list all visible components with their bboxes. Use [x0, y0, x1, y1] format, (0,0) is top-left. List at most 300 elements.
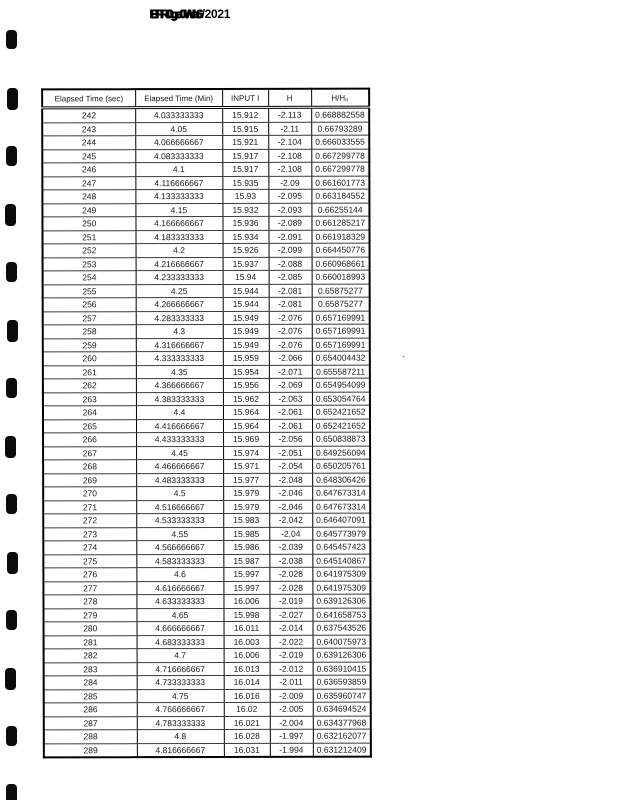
binding-hole	[5, 436, 16, 458]
table-cell: 269	[43, 473, 136, 487]
table-cell: -2.011	[270, 675, 313, 689]
table-cell: 281	[44, 635, 137, 649]
table-cell: 283	[44, 662, 137, 676]
table-cell: 0.65875277	[312, 297, 370, 311]
table-cell: 15.921	[222, 135, 268, 149]
table-cell: -2.104	[268, 135, 311, 149]
table-row	[43, 527, 370, 541]
table-cell: 15.926	[223, 243, 269, 257]
table-cell: 0.631212409	[313, 743, 371, 757]
table-cell: -2.04	[269, 527, 312, 541]
table-cell: 15.998	[223, 608, 269, 622]
table-cell: -2.042	[269, 513, 312, 527]
table-cell: 4.716666667	[137, 662, 224, 676]
table-cell: 15.915	[222, 122, 268, 136]
table-cell: 15.912	[222, 107, 268, 122]
table-cell: 266	[43, 433, 136, 447]
table-cell: -2.071	[269, 365, 312, 379]
table-row	[44, 689, 371, 703]
table-cell: 243	[42, 122, 135, 136]
table-row	[43, 608, 370, 622]
table-cell: 15.971	[223, 459, 269, 473]
table-cell: 0.639126306	[312, 594, 370, 608]
table-cell: 0.646407091	[312, 513, 370, 527]
table-cell: 0.660968661	[312, 257, 370, 271]
table-cell: -2.061	[269, 419, 312, 433]
table-row	[43, 270, 370, 284]
table-cell: 270	[43, 487, 136, 501]
table-cell: 0.663184552	[311, 189, 369, 203]
table-row	[43, 500, 370, 514]
binding-hole	[6, 378, 17, 398]
table-cell: -2.054	[269, 459, 312, 473]
table-cell: 288	[44, 730, 137, 744]
table-cell: 247	[42, 176, 135, 190]
table-cell: 16.006	[224, 648, 270, 662]
table-cell: 4.433333333	[136, 432, 223, 446]
table-cell: 280	[44, 622, 137, 636]
table-cell: 0.668882558	[311, 107, 369, 122]
table-cell: -2.088	[269, 257, 312, 271]
table-cell: 287	[44, 716, 137, 730]
table-cell: 0.650205761	[312, 459, 370, 473]
table-cell: -2.048	[269, 473, 312, 487]
table-cell: 0.637543526	[313, 621, 371, 635]
table-row	[44, 675, 371, 689]
table-cell: 259	[43, 338, 136, 352]
table-cell: 4.4	[136, 405, 223, 419]
table-cell: 4.316666667	[136, 338, 223, 352]
table-cell: 0.641975309	[312, 567, 370, 581]
table-cell: 4.116666667	[135, 176, 222, 190]
binding-hole	[6, 262, 17, 282]
table-row	[43, 554, 370, 568]
table-cell: 0.650838873	[312, 432, 370, 446]
table-cell: -2.046	[269, 486, 312, 500]
table-cell: 256	[43, 298, 136, 312]
table-row	[43, 486, 370, 500]
table-cell: 4.633333333	[136, 594, 223, 608]
table-cell: 4.5	[136, 486, 223, 500]
table-cell: 15.935	[222, 176, 268, 190]
table-cell: 4.133333333	[135, 189, 222, 203]
table-cell: -2.076	[269, 338, 312, 352]
table-row	[44, 716, 371, 730]
table-cell: 245	[42, 149, 135, 163]
table-cell: -2.081	[269, 297, 312, 311]
table-cell: 15.944	[223, 297, 269, 311]
table-cell: -2.027	[269, 608, 312, 622]
table-cell: 4.166666667	[135, 216, 222, 230]
table-cell: 15.954	[223, 365, 269, 379]
binding-hole	[6, 146, 17, 166]
table-cell: -2.11	[268, 122, 311, 136]
table-cell: 4.583333333	[136, 554, 223, 568]
table-cell: 0.634694524	[313, 702, 371, 716]
table-cell: 246	[42, 163, 135, 177]
table-cell: 284	[44, 676, 137, 690]
table-cell: 0.66793289	[311, 122, 369, 136]
table-cell: 15.949	[223, 311, 269, 325]
table-cell: -1.997	[270, 729, 313, 743]
table-cell: 254	[43, 271, 136, 285]
table-cell: 0.667299778	[311, 162, 369, 176]
table-cell: 4.55	[136, 527, 223, 541]
table-cell: 0.639126306	[313, 648, 371, 662]
table-cell: -2.09	[268, 176, 311, 190]
table-cell: -2.019	[269, 594, 312, 608]
stray-mark: .	[402, 349, 405, 359]
table-cell: 0.664450776	[312, 243, 370, 257]
table-cell: 258	[43, 325, 136, 339]
table-cell: -2.091	[268, 230, 311, 244]
binding-hole	[6, 784, 17, 800]
col-header-h-ratio: H/H₀	[311, 89, 369, 108]
table-body	[42, 107, 371, 757]
table-row	[42, 135, 369, 149]
table-cell: 0.657169991	[312, 324, 370, 338]
table-cell: 4.416666667	[136, 419, 223, 433]
table-cell: 16.003	[224, 635, 270, 649]
table-cell: -2.038	[269, 554, 312, 568]
table-cell: 0.657169991	[312, 338, 370, 352]
table-cell: 0.661601773	[311, 176, 369, 190]
table-row	[43, 567, 370, 581]
table-cell: -2.063	[269, 392, 312, 406]
table-cell: -2.014	[270, 621, 313, 635]
table-cell: -2.028	[269, 581, 312, 595]
table-cell: 4.333333333	[136, 351, 223, 365]
table-cell: 275	[43, 554, 136, 568]
col-header-input: INPUT I	[222, 89, 268, 108]
table-cell: -2.051	[269, 446, 312, 460]
table-cell: 4.766666667	[137, 702, 224, 716]
table-cell: 4.6	[136, 567, 223, 581]
table-cell: 15.979	[223, 500, 269, 514]
binding-hole	[5, 668, 16, 690]
table-row	[42, 203, 369, 217]
table-cell: 4.066666667	[135, 135, 222, 149]
table-cell: 15.986	[223, 540, 269, 554]
table-cell: 4.783333333	[137, 716, 224, 730]
table-cell: 0.654004432	[312, 351, 370, 365]
table-row	[43, 297, 370, 311]
table-cell: 4.516666667	[136, 500, 223, 514]
table-cell: 0.641975309	[312, 581, 370, 595]
table-cell: 15.997	[223, 581, 269, 595]
header-stamp-year: /2021	[201, 7, 231, 21]
table-cell: 4.383333333	[136, 392, 223, 406]
table-cell: 15.983	[223, 513, 269, 527]
table-cell: 4.816666667	[137, 743, 224, 757]
table-cell: -2.093	[268, 203, 311, 217]
table-cell: 0.647673314	[312, 486, 370, 500]
binding-hole	[7, 320, 18, 342]
table-cell: 4.1	[135, 162, 222, 176]
table-row	[43, 243, 370, 257]
table-cell: 274	[43, 541, 136, 555]
table-cell: -2.089	[268, 216, 311, 230]
table-cell: 255	[43, 284, 136, 298]
table-cell: 267	[43, 446, 136, 460]
table-cell: -2.069	[269, 378, 312, 392]
table-cell: 279	[43, 608, 136, 622]
table-cell: 4.2	[136, 243, 223, 257]
table-cell: 4.733333333	[137, 675, 224, 689]
table-cell: 16.02	[224, 702, 270, 716]
table-cell: -2.028	[269, 567, 312, 581]
table-cell: 16.006	[223, 594, 269, 608]
table-row	[43, 446, 370, 460]
table-cell: 289	[44, 743, 137, 757]
table-cell: 4.65	[136, 608, 223, 622]
table-cell: 4.366666667	[136, 378, 223, 392]
table-cell: 0.635960747	[313, 689, 371, 703]
header-stamp	[150, 7, 230, 21]
table-cell: 278	[43, 595, 136, 609]
table-cell: -2.061	[269, 405, 312, 419]
table-cell: 272	[43, 514, 136, 528]
table-cell: 4.75	[137, 689, 224, 703]
table-cell: 4.466666667	[136, 459, 223, 473]
table-cell: 0.65875277	[312, 284, 370, 298]
table-cell: 15.997	[223, 567, 269, 581]
table-row	[43, 594, 370, 608]
table-cell: 4.483333333	[136, 473, 223, 487]
table-cell: 15.944	[223, 284, 269, 298]
table-cell: 253	[43, 257, 136, 271]
table-row	[43, 513, 370, 527]
col-header-elapsed-min: Elapsed Time (Min)	[135, 89, 222, 108]
table-row	[43, 311, 370, 325]
table-cell: 257	[43, 311, 136, 325]
binding-hole	[6, 494, 17, 514]
table-cell: 250	[42, 217, 135, 231]
table-cell: 15.949	[223, 324, 269, 338]
table-cell: 0.661918329	[311, 230, 369, 244]
table-cell: 0.641658753	[312, 608, 370, 622]
table-cell: 16.013	[224, 662, 270, 676]
table-cell: 0.660018993	[312, 270, 370, 284]
table-cell: -2.039	[269, 540, 312, 554]
table-cell: 260	[43, 352, 136, 366]
table-cell: 15.977	[223, 473, 269, 487]
table-row	[44, 662, 371, 676]
table-row	[44, 621, 371, 635]
binding-hole	[6, 726, 17, 746]
table-row	[42, 162, 369, 176]
table-cell: 16.011	[224, 621, 270, 635]
binding-hole	[7, 552, 18, 574]
table-cell: 4.533333333	[136, 513, 223, 527]
table-cell: -2.019	[270, 648, 313, 662]
table-cell: 276	[43, 568, 136, 582]
table-cell: 15.987	[223, 554, 269, 568]
table-cell: 15.917	[222, 149, 268, 163]
table-cell: 0.632162077	[313, 729, 371, 743]
table-cell: 0.647673314	[312, 500, 370, 514]
table-cell: -2.108	[268, 149, 311, 163]
table-cell: 4.666666667	[137, 621, 224, 635]
table-row	[43, 257, 370, 271]
table-cell: 0.652421652	[312, 419, 370, 433]
table-row	[43, 284, 370, 298]
table-cell: 0.645457423	[312, 540, 370, 554]
table-cell: 0.634377968	[313, 716, 371, 730]
table-cell: 249	[42, 203, 135, 217]
table-cell: 4.7	[137, 648, 224, 662]
table-cell: 4.45	[136, 446, 223, 460]
table-cell: 273	[43, 527, 136, 541]
table-cell: 15.937	[223, 257, 269, 271]
table-cell: 15.979	[223, 486, 269, 500]
table-row	[44, 635, 371, 649]
table-cell: 15.964	[223, 405, 269, 419]
table-row	[44, 648, 371, 662]
table-cell: 271	[43, 500, 136, 514]
table-cell: 0.666033555	[311, 135, 369, 149]
table-row	[43, 392, 370, 406]
table-cell: 4.3	[136, 324, 223, 338]
table-cell: -2.056	[269, 432, 312, 446]
table-cell: 15.959	[223, 351, 269, 365]
table-row	[43, 365, 370, 379]
table-cell: -2.066	[269, 351, 312, 365]
table-cell: 15.949	[223, 338, 269, 352]
binding-hole	[5, 204, 16, 226]
table-cell: 15.974	[223, 446, 269, 460]
table-row	[42, 216, 369, 230]
table-cell: 0.645773979	[312, 527, 370, 541]
table-cell: -2.085	[269, 270, 312, 284]
table-row	[42, 189, 369, 203]
table-cell: 262	[43, 379, 136, 393]
table-cell: 15.936	[222, 216, 268, 230]
table-row	[43, 540, 370, 554]
table-cell: 15.917	[222, 162, 268, 176]
table-cell: -2.022	[270, 635, 313, 649]
binding-hole	[6, 30, 17, 49]
table-cell: 248	[42, 190, 135, 204]
table-cell: 0.636910415	[313, 662, 371, 676]
elapsed-time-data-table	[41, 88, 372, 759]
table-row	[42, 149, 369, 163]
table-cell: 0.649256094	[312, 446, 370, 460]
table-row	[42, 230, 369, 244]
table-cell: 16.016	[224, 689, 270, 703]
table-header-row	[42, 89, 369, 108]
table-cell: 286	[44, 703, 137, 717]
table-cell: 15.93	[222, 189, 268, 203]
table-row	[42, 176, 369, 190]
table-cell: 4.8	[137, 729, 224, 743]
table-cell: 0.653054764	[312, 392, 370, 406]
table-cell: 16.028	[224, 729, 270, 743]
table-cell: 16.021	[224, 716, 270, 730]
table-cell: 242	[42, 108, 135, 123]
table-cell: -2.081	[269, 284, 312, 298]
table-cell: -2.009	[270, 689, 313, 703]
table-row	[43, 378, 370, 392]
table-cell: 15.932	[222, 203, 268, 217]
table-cell: -1.994	[270, 743, 313, 757]
table-cell: 4.183333333	[135, 230, 222, 244]
table-cell: 4.233333333	[136, 270, 223, 284]
table-cell: 0.636593859	[313, 675, 371, 689]
table-cell: -2.012	[270, 662, 313, 676]
table-cell: 244	[42, 136, 135, 150]
table-cell: 16.014	[224, 675, 270, 689]
table-cell: -2.113	[268, 107, 311, 122]
table-cell: 4.05	[135, 122, 222, 136]
binding-hole	[7, 88, 18, 110]
table-cell: 4.283333333	[136, 311, 223, 325]
table-cell: 15.962	[223, 392, 269, 406]
table-row	[43, 432, 370, 446]
table-row	[43, 338, 370, 352]
table-row	[43, 473, 370, 487]
table-cell: -2.108	[268, 162, 311, 176]
table-row	[44, 702, 371, 716]
table-cell: 15.985	[223, 527, 269, 541]
header-stamp-garbled-text: EFR0ge0Wa6	[150, 7, 201, 21]
table-cell: 268	[43, 460, 136, 474]
table-cell: 16.031	[224, 743, 270, 757]
table-cell: 4.35	[136, 365, 223, 379]
table-cell: -2.076	[269, 324, 312, 338]
table-cell: -2.095	[268, 189, 311, 203]
table-cell: -2.076	[269, 311, 312, 325]
table-cell: -2.099	[269, 243, 312, 257]
table-cell: 15.956	[223, 378, 269, 392]
table-cell: 4.083333333	[135, 149, 222, 163]
table-row	[42, 122, 369, 136]
binding-hole	[6, 610, 17, 630]
table-row	[43, 581, 370, 595]
table-row	[43, 419, 370, 433]
table-cell: 0.66255144	[311, 203, 369, 217]
table-row	[43, 459, 370, 473]
table-cell: -2.046	[269, 500, 312, 514]
table-cell: -2.005	[270, 702, 313, 716]
table-cell: 15.969	[223, 432, 269, 446]
table-row	[44, 729, 371, 743]
table-cell: -2.004	[270, 716, 313, 730]
table-cell: 0.667299778	[311, 149, 369, 163]
table-cell: 4.15	[135, 203, 222, 217]
table-cell: 0.654954099	[312, 378, 370, 392]
table-cell: 15.94	[223, 270, 269, 284]
table-cell: 252	[43, 244, 136, 258]
table-cell: 4.566666667	[136, 540, 223, 554]
table-cell: 251	[42, 230, 135, 244]
table-row	[43, 405, 370, 419]
table-cell: 263	[43, 392, 136, 406]
table-cell: 0.648306426	[312, 473, 370, 487]
table-cell: 0.661285217	[311, 216, 369, 230]
table-cell: 0.640075973	[313, 635, 371, 649]
table-cell: 264	[43, 406, 136, 420]
table-cell: 285	[44, 689, 137, 703]
table-cell: 0.645140867	[312, 554, 370, 568]
table-cell: 0.657169991	[312, 311, 370, 325]
table-cell: 4.033333333	[135, 107, 222, 122]
col-header-h: H	[268, 89, 311, 108]
table-cell: 0.655587211	[312, 365, 370, 379]
table-cell: 15.964	[223, 419, 269, 433]
table-cell: 4.25	[136, 284, 223, 298]
table-cell: 282	[44, 649, 137, 663]
